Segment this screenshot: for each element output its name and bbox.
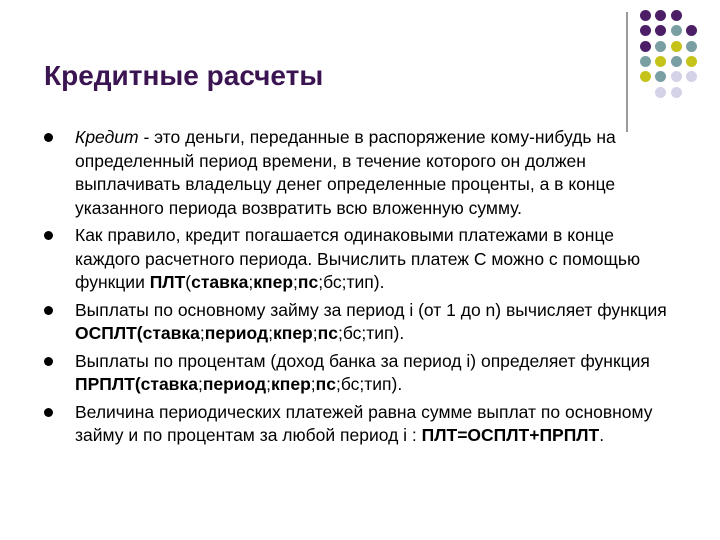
- dot-teal: [671, 25, 682, 36]
- list-item: [44, 350, 684, 397]
- arg-ps: пс: [297, 272, 319, 292]
- bullet-text: Как правило, кредит погашается одинаковыми платежами в конце каждого расчетного периода. Вычислить платеж С можно с помощью функции: [75, 225, 641, 292]
- arg-sep: ;: [248, 272, 254, 292]
- paren-open: (: [185, 272, 192, 292]
- dot-lavender: [655, 87, 666, 98]
- bullet-text: - это деньги, переданные в распоряжение кому-нибудь на определенный период времени, в течение которого он должен выплачивать владельцу денег определенные проценты, а в конце указанного периода возвратить всю вложенную сумму.: [75, 127, 616, 218]
- args-tail: ;бс;тип).: [337, 323, 405, 343]
- bullet-text: Выплаты по основному займу за период i (от 1 до n) вычисляет функция: [75, 299, 667, 320]
- function-name: ОСПЛТ: [75, 323, 137, 343]
- decorative-dot-grid: [640, 10, 712, 118]
- arg-sep: ;: [310, 374, 316, 394]
- arg-period: период: [202, 374, 267, 394]
- dot-teal: [671, 56, 682, 67]
- arg-ps: пс: [317, 323, 338, 343]
- dot-purple: [640, 25, 651, 36]
- arg-stavka: ставка: [191, 272, 249, 292]
- args-tail: ;бс;тип).: [318, 272, 385, 292]
- arg-sep: ;: [199, 323, 205, 343]
- arg-kper: кпер: [273, 323, 313, 343]
- bullet-text: Выплаты по процентам (доход банка за период i) определяет функция: [75, 350, 650, 371]
- dot-purple: [671, 10, 682, 21]
- sentence-end: .: [599, 425, 605, 445]
- arg-ps: пс: [315, 374, 336, 394]
- dot-purple: [640, 41, 651, 52]
- list-item: [44, 126, 684, 220]
- bullet-icon: [44, 357, 53, 366]
- dot-lavender: [671, 87, 682, 98]
- dot-olive: [655, 56, 666, 67]
- arg-stavka: ставка: [140, 374, 198, 394]
- arg-stavka: ставка: [142, 323, 200, 343]
- arg-sep: ;: [312, 323, 318, 343]
- bullet-icon: [44, 306, 53, 315]
- arg-period: период: [204, 323, 269, 343]
- list-item: [44, 299, 684, 346]
- list-item: [44, 401, 684, 448]
- args-tail: ;бс;тип).: [335, 374, 403, 394]
- dot-olive: [640, 71, 651, 82]
- dot-teal: [655, 71, 666, 82]
- dot-purple: [655, 25, 666, 36]
- term-kredit: Кредит: [75, 127, 139, 147]
- function-name: ПЛТ: [149, 272, 186, 292]
- arg-sep: ;: [293, 272, 298, 292]
- paren-open: (: [134, 374, 141, 394]
- dot-teal: [640, 56, 651, 67]
- dot-lavender: [686, 71, 697, 82]
- dot-olive: [671, 41, 682, 52]
- arg-sep: ;: [197, 374, 203, 394]
- dot-purple: [640, 10, 651, 21]
- list-item: [44, 224, 684, 295]
- arg-sep: ;: [268, 323, 273, 343]
- paren-open: (: [136, 323, 143, 343]
- arg-kper: кпер: [271, 374, 311, 394]
- dot-lavender: [671, 71, 682, 82]
- dot-teal: [655, 41, 666, 52]
- bullet-text: Величина периодических платежей равна сумме выплат по основному займу и по процентам за любой период i :: [75, 401, 653, 445]
- dot-olive: [686, 56, 697, 67]
- bullet-icon: [44, 408, 53, 417]
- vertical-divider: [626, 12, 628, 132]
- bullet-list: [44, 126, 684, 452]
- arg-sep: ;: [266, 374, 272, 394]
- arg-kper: кпер: [253, 272, 294, 292]
- dot-purple: [655, 10, 666, 21]
- function-name: ПРПЛТ: [75, 374, 135, 394]
- slide-title: Кредитные расчеты: [44, 60, 324, 91]
- bullet-icon: [44, 133, 53, 142]
- dot-purple: [686, 25, 697, 36]
- bullet-icon: [44, 231, 53, 240]
- dot-teal: [686, 41, 697, 52]
- formula: ПЛТ=ОСПЛТ+ПРПЛТ: [421, 425, 600, 445]
